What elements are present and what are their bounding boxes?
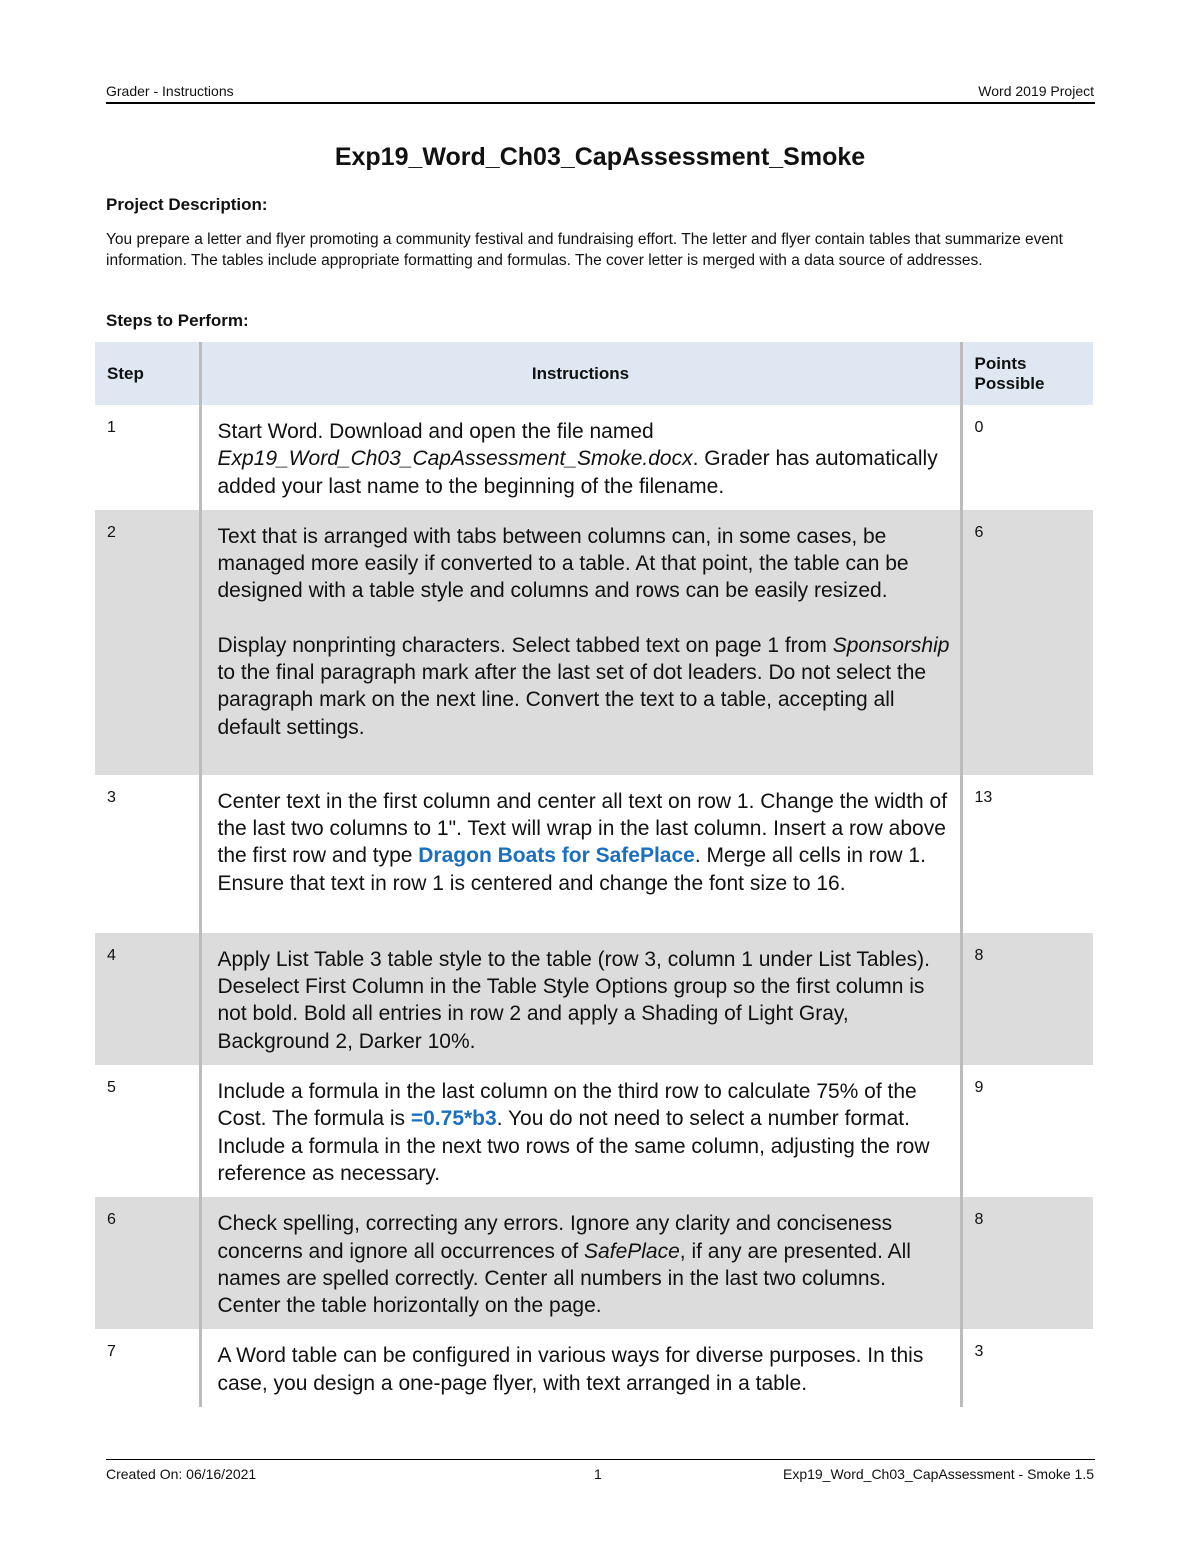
instr-text: , if any are presented. All names are spelled correctly. Center all numbers in the last two columns. Center the table horizontally on the page. (217, 1239, 911, 1318)
table-row (95, 1065, 1093, 1197)
step-number: 4 (95, 933, 200, 1065)
step-number: 2 (95, 510, 200, 775)
project-description-label: Project Description: (106, 195, 268, 214)
instr-text: to the final paragraph mark after the last set of dot leaders. Do not select the paragraph mark on the next line. Convert the text to a table, accepting all default settings. (217, 661, 927, 739)
step-points: 6 (961, 510, 1093, 775)
instr-text: . Merge all cells in row 1. Ensure that text in row 1 is centered and change the font size to 16. (217, 844, 926, 895)
project-description: You prepare a letter and flyer promoting a community festival and fundraising effort. The letter and flyer contain tables that summarize event information. The tables include appropriate formatting and formulas. The cover letter is merged with a data source of addresses. (106, 231, 1063, 269)
step-instructions (200, 775, 961, 933)
step-instructions (200, 510, 961, 775)
step-number: 5 (107, 1079, 116, 1097)
instr-text: Check spelling, correcting any errors. Ignore any clarity and conciseness concerns and ignore all occurrences of (217, 1212, 893, 1263)
instr-paragraph (218, 632, 950, 741)
steps-label: Steps to Perform: (106, 311, 249, 330)
header-instructions: Instructions (200, 342, 961, 405)
table-row (95, 775, 1093, 933)
step-number: 1 (107, 419, 116, 436)
step-points: 8 (961, 1197, 1093, 1329)
page-header (106, 83, 1094, 99)
step-instructions: A Word table can be configured in various ways for diverse purposes. In this case, you design a one-page flyer, with text arranged in a table. (200, 1329, 961, 1407)
document-title: Exp19_Word_Ch03_CapAssessment_Smoke (334, 143, 866, 171)
instr-text: Start Word. Download and open the file named (217, 420, 654, 443)
header-step: Step (95, 342, 200, 405)
footer-rule (106, 1459, 1095, 1460)
instr-paragraph: Text that is arranged with tabs between columns can, in some cases, be managed more easily if converted to a table. At that point, the table can be designed with a table style and columns and rows can be easily resized. (217, 524, 909, 603)
instr-italic: SafePlace (584, 1239, 680, 1263)
step-number: 3 (107, 788, 116, 806)
table-row (95, 1329, 1093, 1407)
instr-italic: Sponsorship (832, 633, 950, 657)
step-instructions (200, 1065, 961, 1197)
step-points: 3 (961, 1329, 1093, 1407)
instr-text: . You do not need to select a number format. Include a formula in the next two rows of the same column, adjusting the row reference as necessary. (217, 1107, 930, 1185)
instr-text: Center text in the first column and center all text on row 1. Change the width of the last two columns to 1". Text will wrap in the last column. Insert a row above the first row and type (217, 789, 948, 868)
steps-table (95, 342, 1093, 1407)
step-number: 7 (107, 1343, 116, 1361)
step-instructions: Apply List Table 3 table style to the table (row 3, column 1 under List Tables). Deselect First Column in the Table Style Options group so the first column is not bold. Bold all entries in row 2 and apply a Shading of Light Gray, Background 2, Darker 10%. (200, 933, 961, 1065)
step-points: 8 (961, 933, 1093, 1065)
table-row (95, 1197, 1093, 1329)
header-right: Word 2019 Project (978, 83, 1094, 99)
step-instructions (200, 405, 961, 510)
header-rule (106, 102, 1095, 104)
instr-formula: =0.75*b3 (410, 1107, 497, 1131)
instr-filename: Exp19_Word_Ch03_CapAssessment_Smoke.docx (217, 447, 693, 471)
instr-highlight: Dragon Boats for SafePlace (418, 844, 695, 868)
step-number: 6 (95, 1197, 200, 1329)
footer-document-id: Exp19_Word_Ch03_CapAssessment - Smoke 1.5 (782, 1466, 1094, 1482)
table-row (95, 405, 1093, 510)
step-points: 13 (961, 775, 1093, 933)
step-instructions (200, 1197, 961, 1329)
step-points: 9 (961, 1065, 1093, 1197)
footer-page-number: 1 (594, 1466, 602, 1482)
footer-created-date: Created On: 06/16/2021 (106, 1466, 257, 1482)
table-row (95, 933, 1093, 1065)
header-left: Grader - Instructions (106, 83, 234, 99)
instr-text: . Grader has automatically added your last name to the beginning of the filename. (217, 447, 938, 498)
table-header-row (95, 342, 1093, 405)
header-points: Points Possible (961, 342, 1093, 405)
instr-text: Include a formula in the last column on the third row to calculate 75% of the Cost. The formula is (217, 1080, 917, 1131)
step-points: 0 (961, 405, 1093, 510)
table-row (95, 510, 1093, 775)
instr-text: Display nonprinting characters. Select tabbed text on page 1 from (217, 633, 833, 657)
